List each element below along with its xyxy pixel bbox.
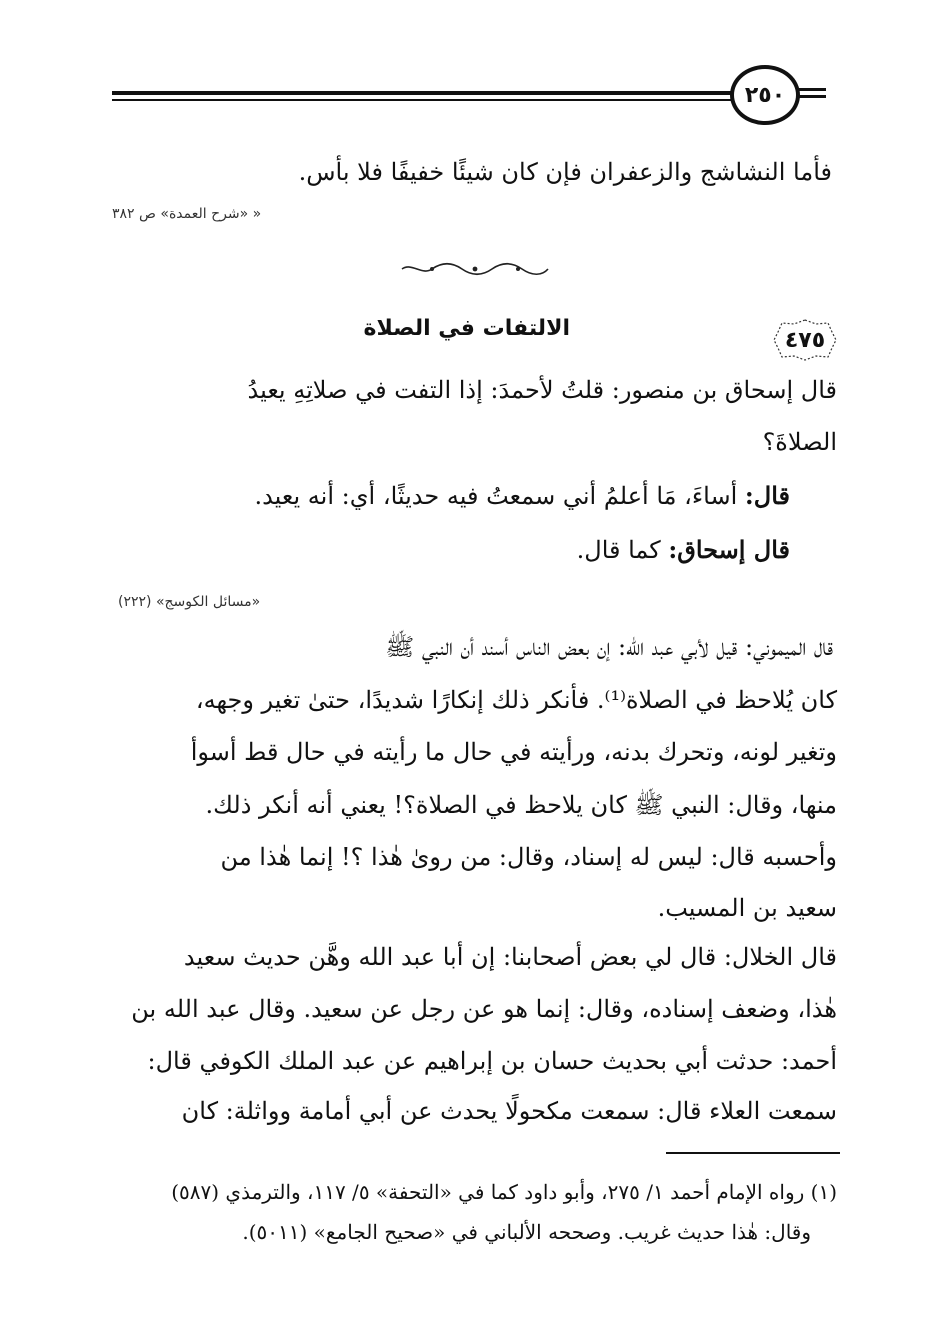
- p2-line-5: وأحسبه قال: ليس له إسناد، وقال: من روىٰ هٰذا ؟! إنما هٰذا من: [220, 843, 837, 871]
- p2-line-1: قال الميموني: قيل لأبي عبد الله: إن بعض الناس أسند أن النبي ﷺ: [385, 633, 833, 661]
- p1-line-1: قال إسحاق بن منصور: قلتُ لأحمدَ: إذا التفت في صلاتِهِ يعيدُ: [247, 376, 837, 404]
- section-title: الالتفات في الصلاة: [363, 316, 570, 341]
- p1-line-2: الصلاةَ؟: [762, 428, 837, 456]
- p2-line-6: سعيد بن المسيب.: [657, 894, 837, 922]
- header-rule-right-2: [796, 95, 826, 98]
- p1-line-4: [576, 535, 790, 564]
- header-rule-thin: [112, 99, 734, 101]
- p2-line-3: وتغير لونه، وتحرك بدنه، ورأيته في حال ما رأيته في حال قط أسوأ: [190, 738, 837, 766]
- p1-ishaq-label: قال إسحاق:: [668, 535, 790, 564]
- intro-line: فأما النشاشج والزعفران فإن كان شيئًا خفيفًا فلا بأس.: [298, 158, 832, 186]
- p3-line-2: هٰذا، وضعف إسناده، وقال: إنما هو عن رجل عن سعيد. وقال عبد الله بن: [131, 995, 837, 1023]
- section-number-badge: [772, 318, 838, 362]
- p1-ishaq-text: كما قال.: [576, 536, 669, 564]
- intro-source: « «شرح العمدة» ص ٣٨٢: [112, 206, 262, 222]
- p2-line-2: كان يُلاحظ في الصلاة⁽¹⁾. فأنكر ذلك إنكارًا شديدًا، حتىٰ تغير وجهه،: [195, 686, 837, 714]
- footnote-line-2: وقال: هٰذا حديث غريب. وصححه الألباني في «صحيح الجامع» (٥٠١١).: [242, 1220, 811, 1244]
- ornament-divider: [400, 262, 550, 276]
- p2-line-4: منها، وقال: النبي ﷺ كان يلاحظ في الصلاة؟! يعني أنه أنكر ذلك.: [205, 791, 837, 819]
- header-rule-thick: [112, 91, 734, 95]
- p1-source: «مسائل الكوسج» (٢٢٢): [118, 594, 261, 610]
- page-number-text: ٢٥٠: [744, 82, 786, 108]
- footnote-rule: [666, 1152, 840, 1154]
- section-number: ٤٧٥: [784, 327, 826, 353]
- page-number: [730, 65, 800, 125]
- header-rule-right-1: [796, 88, 826, 91]
- p3-line-3: أحمد: حدثت أبي بحديث حسان بن إبراهيم عن عبد الملك الكوفي قال:: [147, 1047, 837, 1075]
- p1-speaker-label: قال:: [744, 481, 790, 510]
- footnote-line-1: (١) رواه الإمام أحمد ١/ ٢٧٥، وأبو داود كما في «التحفة» ٥/ ١١٧، والترمذي (٥٨٧): [171, 1180, 837, 1204]
- p1-answer-text: أساءَ، مَا أعلمُ أني سمعتُ فيه حديثًا، أي: أنه يعيد.: [254, 482, 745, 510]
- p1-line-3: [254, 481, 790, 510]
- p3-line-4: سمعت العلاء قال: سمعت مكحولًا يحدث عن أبي أمامة وواثلة: كان: [181, 1097, 837, 1125]
- p3-line-1: قال الخلال: قال لي بعض أصحابنا: إن أبا عبد الله وهَّن حديث سعيد: [183, 943, 837, 971]
